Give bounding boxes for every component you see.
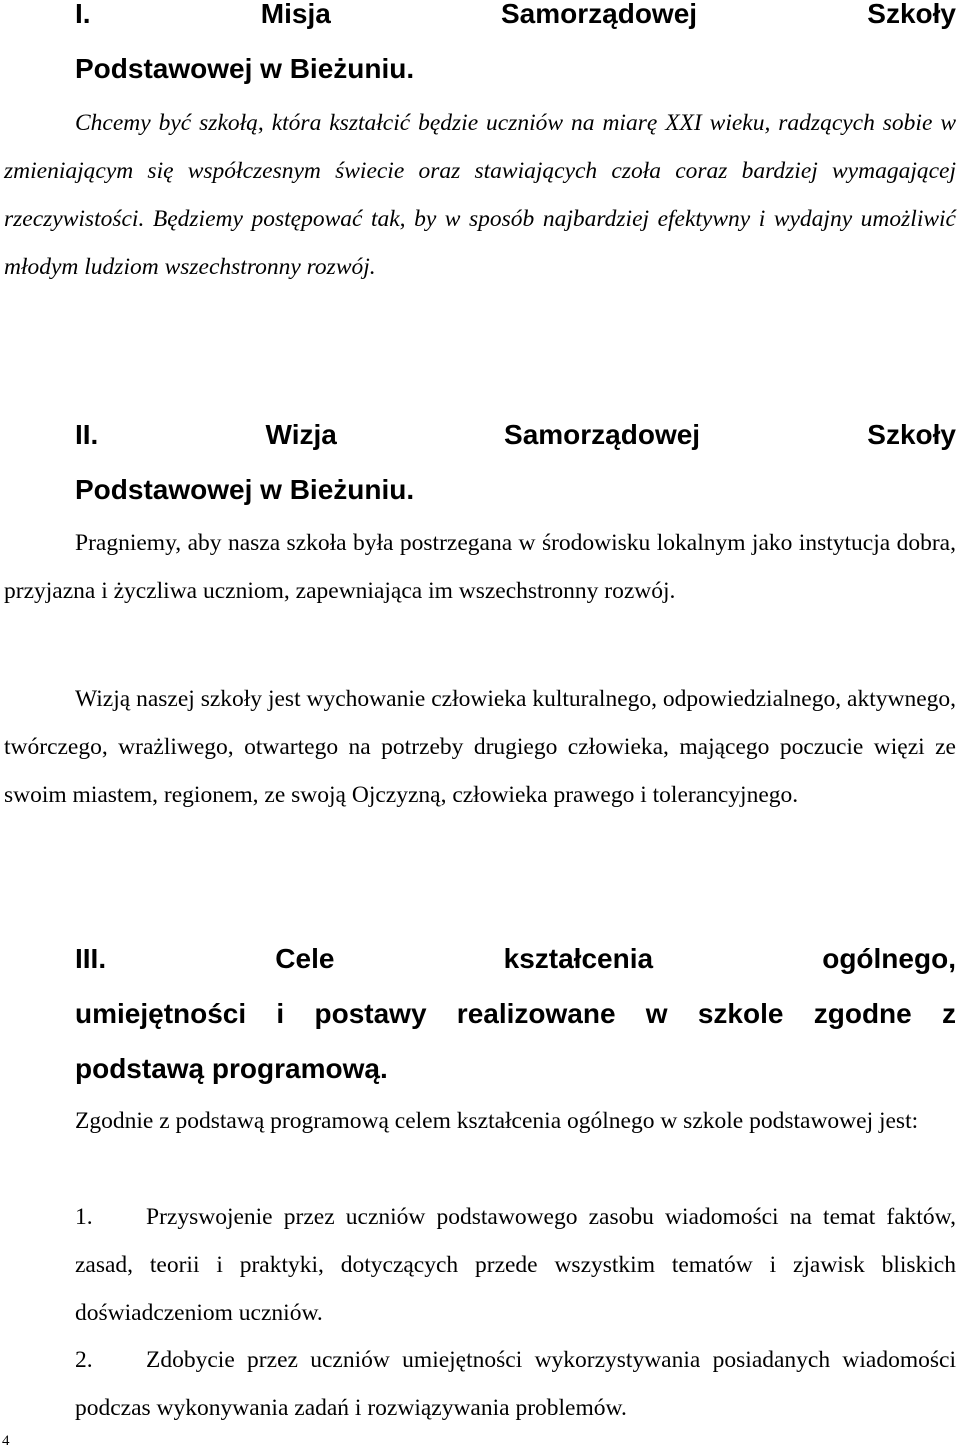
- section-1-word-3: Szkoły: [867, 0, 956, 29]
- goal-list-item-1: [75, 1193, 956, 1337]
- section-3-word-1: Cele: [275, 943, 335, 974]
- section-2-number: II.: [75, 419, 99, 450]
- section-2-heading: [75, 407, 956, 517]
- section-2-heading-line-2: Podstawowej w Bieżuniu.: [75, 474, 415, 505]
- section-1-heading: [75, 0, 956, 96]
- goal-list-item-1-text: Przyswojenie przez uczniów podstawowego zasobu wiadomości na temat faktów, zasad, teorii i praktyki, dotyczących przede wszystkim tematów i zjawisk bliskich doświadczeniom uczniów.: [75, 1204, 956, 1326]
- section-1-word-1: Misja: [260, 0, 331, 29]
- goal-list-item-2: [75, 1336, 956, 1432]
- section-3-heading-line-2: umiejętności i postawy realizowane w szkole zgodne z: [75, 998, 956, 1029]
- section-2-heading-line-1: [75, 407, 956, 462]
- goal-list-item-2-text: Zdobycie przez uczniów umiejętności wykorzystywania posiadanych wiadomości podczas wykonywania zadań i rozwiązywania problemów.: [75, 1347, 956, 1421]
- section-1-word-2: Samorządowej: [501, 0, 698, 29]
- page-number: 4: [2, 1433, 10, 1449]
- section-1-heading-line-1: [75, 0, 956, 41]
- section-2-word-3: Szkoły: [867, 419, 956, 450]
- section-1-heading-line-2: Podstawowej w Bieżuniu.: [75, 53, 415, 84]
- goals-intro-paragraph: Zgodnie z podstawą programową celem kształcenia ogólnego w szkole podstawowej jest:: [75, 1108, 919, 1134]
- section-2-word-1: Wizja: [265, 419, 337, 450]
- section-2-word-2: Samorządowej: [504, 419, 701, 450]
- section-3-heading-line-1: [75, 931, 956, 986]
- goal-list-item-1-number: 1.: [75, 1204, 93, 1230]
- mission-paragraph: Chcemy być szkołą, która kształcić będzie uczniów na miarę XXI wieku, radzących sobie w zmieniającym się współczesnym świecie oraz stawiających czoła coraz bardziej wymagającej rzeczywistości. Będziemy postępować tak, by w sposób najbardziej efektywny i wydajny umożliwić młodym ludziom wszechstronny rozwój.: [4, 110, 956, 280]
- vision-paragraph-1: Pragniemy, aby nasza szkoła była postrzegana w środowisku lokalnym jako instytucja dobra, przyjazna i życzliwa uczniom, zapewniająca im wszechstronny rozwój.: [4, 530, 956, 604]
- goal-list-item-2-number: 2.: [75, 1347, 93, 1373]
- section-1-number: I.: [75, 0, 91, 29]
- vision-paragraph-2: Wizją naszej szkoły jest wychowanie człowieka kulturalnego, odpowiedzialnego, aktywnego, twórczego, wrażliwego, otwartego na potrzeby drugiego człowieka, mającego poczucie więzi ze swoim miastem, regionem, ze swoją Ojczyzną, człowieka prawego i tolerancyjnego.: [4, 686, 956, 808]
- section-3-word-2: kształcenia: [503, 943, 654, 974]
- section-3-heading: [75, 931, 956, 1096]
- section-3-number: III.: [75, 943, 107, 974]
- section-3-heading-line-3: podstawą programową.: [75, 1053, 388, 1084]
- section-3-word-3: ogólnego,: [822, 943, 956, 974]
